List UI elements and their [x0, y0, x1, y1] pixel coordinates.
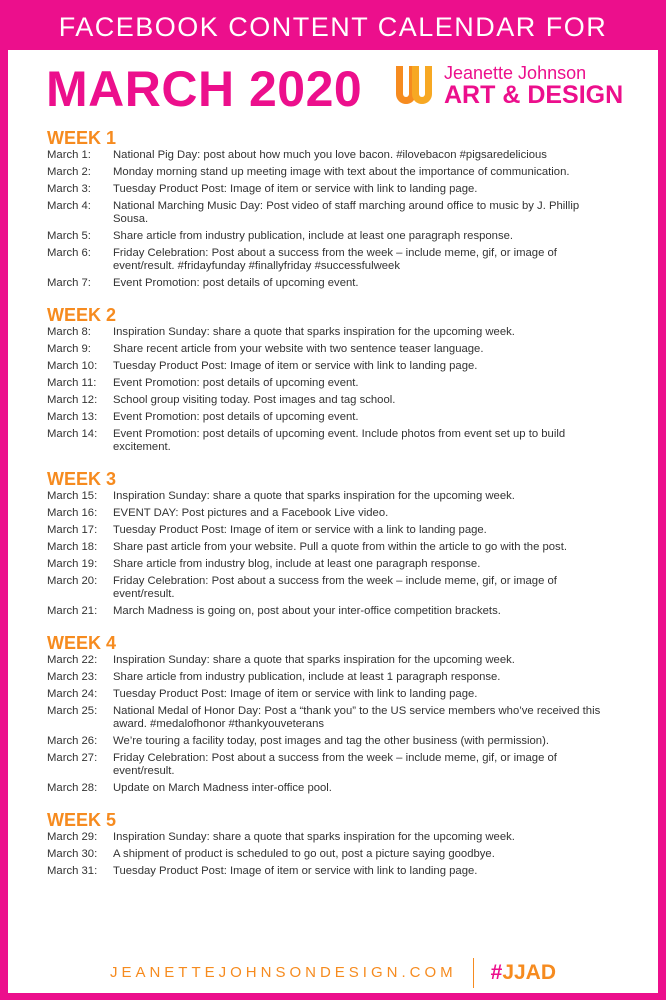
entry-date: March 5:: [47, 230, 91, 242]
calendar-entry: [47, 326, 617, 339]
entry-text: School group visiting today. Post images and tag school.: [113, 394, 396, 406]
entry-text: Inspiration Sunday: share a quote that sparks inspiration for the upcoming week.: [113, 831, 515, 843]
entry-text: Tuesday Product Post: Image of item or service with link to landing page.: [113, 183, 478, 195]
entry-date: March 24:: [47, 688, 98, 700]
entry-text: Event Promotion: post details of upcoming event.: [113, 377, 359, 389]
calendar-entry: [47, 277, 617, 290]
entry-date: March 30:: [47, 848, 98, 860]
week-heading: WEEK 1: [47, 128, 117, 148]
calendar-entry: [47, 831, 617, 844]
calendar-entry: [47, 782, 617, 795]
calendar-entry: [47, 394, 617, 407]
entry-date: March 27:: [47, 752, 98, 764]
entry-text: Inspiration Sunday: share a quote that sparks inspiration for the upcoming week.: [113, 490, 515, 502]
entry-text: Event Promotion: post details of upcoming event.: [113, 277, 359, 289]
calendar-entry: [47, 524, 617, 537]
entry-text: A shipment of product is scheduled to go out, post a picture saying goodbye.: [113, 848, 495, 860]
week-section: [47, 128, 617, 290]
calendar-entry: [47, 183, 617, 196]
calendar-content: [47, 128, 617, 893]
entry-text: Inspiration Sunday: share a quote that sparks inspiration for the upcoming week.: [113, 326, 515, 338]
calendar-entry: [47, 848, 617, 861]
entry-text: Share past article from your website. Pull a quote from within the article to go with the post.: [113, 541, 567, 553]
entry-text: Inspiration Sunday: share a quote that sparks inspiration for the upcoming week.: [113, 654, 515, 666]
entry-text: Tuesday Product Post: Image of item or service with link to landing page.: [113, 688, 478, 700]
website-url[interactable]: JEANETTEJOHNSONDESIGN.COM: [110, 958, 474, 988]
calendar-entry: [47, 230, 617, 243]
calendar-entry: [47, 149, 617, 162]
calendar-entry: [47, 411, 617, 424]
hash-symbol: #: [490, 961, 503, 984]
footer: [0, 958, 666, 988]
calendar-entry: [47, 360, 617, 373]
week-heading: WEEK 2: [47, 305, 117, 325]
calendar-entry: [47, 343, 617, 356]
entry-date: March 4:: [47, 200, 91, 212]
calendar-entry: [47, 428, 617, 454]
entry-text: Tuesday Product Post: Image of item or service with a link to landing page.: [113, 524, 487, 536]
entry-date: March 13:: [47, 411, 98, 423]
entry-date: March 9:: [47, 343, 91, 355]
entry-date: March 3:: [47, 183, 91, 195]
week-heading: WEEK 5: [47, 810, 117, 830]
entry-text: National Marching Music Day: Post video of staff marching around office to music by J. Phillip Sousa.: [113, 200, 580, 225]
calendar-entry: [47, 654, 617, 667]
week-section: [47, 633, 617, 795]
entry-date: March 7:: [47, 277, 91, 289]
entry-date: March 29:: [47, 831, 98, 843]
page-title: MARCH 2020: [46, 61, 363, 117]
calendar-entry: [47, 166, 617, 179]
entry-date: March 21:: [47, 605, 98, 617]
entry-text: Event Promotion: post details of upcoming event.: [113, 411, 359, 423]
entry-text: March Madness is going on, post about your inter-office competition brackets.: [113, 605, 501, 617]
entry-date: March 20:: [47, 575, 98, 587]
entry-date: March 17:: [47, 524, 98, 536]
calendar-entry: [47, 735, 617, 748]
entry-date: March 1:: [47, 149, 91, 161]
hashtag: [474, 961, 556, 985]
entry-date: March 6:: [47, 247, 91, 259]
calendar-entry: [47, 558, 617, 571]
calendar-entry: [47, 200, 617, 226]
week-section: [47, 305, 617, 454]
entry-text: Update on March Madness inter-office pool.: [113, 782, 332, 794]
hashtag-text: JJAD: [502, 961, 557, 984]
entry-text: Friday Celebration: Post about a success from the week – include meme, gif, or image of event/result.: [113, 752, 557, 777]
entry-text: Share article from industry publication, include at least one paragraph response.: [113, 230, 514, 242]
logo-subtitle: ART & DESIGN: [444, 81, 624, 109]
entry-text: Friday Celebration: Post about a success from the week – include meme, gif, or image of event/result.: [113, 575, 557, 600]
entry-date: March 10:: [47, 360, 98, 372]
entry-text: We’re touring a facility today, post images and tag the other business (with permission).: [113, 735, 549, 747]
week-heading: WEEK 3: [47, 469, 117, 489]
entry-text: EVENT DAY: Post pictures and a Facebook Live video.: [113, 507, 389, 519]
calendar-entry: [47, 705, 617, 731]
calendar-entry: [47, 752, 617, 778]
week-section: [47, 469, 617, 618]
entry-date: March 15:: [47, 490, 98, 502]
week-section: [47, 810, 617, 878]
calendar-entry: [47, 507, 617, 520]
entry-text: Tuesday Product Post: Image of item or service with link to landing page.: [113, 360, 478, 372]
entry-text: Share article from industry publication, include at least 1 paragraph response.: [113, 671, 501, 683]
logo-name: Jeanette Johnson: [444, 63, 587, 83]
entry-date: March 26:: [47, 735, 98, 747]
entry-date: March 28:: [47, 782, 98, 794]
calendar-entry: [47, 377, 617, 390]
entry-text: Friday Celebration: Post about a success from the week – include meme, gif, or image of event/result. #fridayfunday #finallyfriday #successfulweek: [113, 247, 557, 272]
calendar-entry: [47, 490, 617, 503]
entry-text: Share article from industry blog, include at least one paragraph response.: [113, 558, 481, 570]
calendar-entry: [47, 541, 617, 554]
entry-text: Share recent article from your website with two sentence teaser language.: [113, 343, 484, 355]
jj-logo-icon: [396, 66, 436, 106]
calendar-entry: [47, 688, 617, 701]
calendar-entry: [47, 247, 617, 273]
calendar-entry: [47, 671, 617, 684]
entry-date: March 14:: [47, 428, 98, 440]
entry-date: March 8:: [47, 326, 91, 338]
entry-text: National Medal of Honor Day: Post a “thank you” to the US service members who’ve received this award. #medalofhonor #thankyouveterans: [113, 705, 601, 730]
entry-date: March 19:: [47, 558, 98, 570]
brand-logo: [396, 64, 623, 108]
entry-date: March 12:: [47, 394, 98, 406]
entry-text: Tuesday Product Post: Image of item or service with link to landing page.: [113, 865, 478, 877]
entry-text: Monday morning stand up meeting image with text about the importance of communication.: [113, 166, 570, 178]
calendar-entry: [47, 575, 617, 601]
entry-date: March 16:: [47, 507, 98, 519]
week-heading: WEEK 4: [47, 633, 117, 653]
header-banner: FACEBOOK CONTENT CALENDAR FOR: [0, 0, 666, 50]
entry-text: National Pig Day: post about how much you love bacon. #ilovebacon #pigsaredelicious: [113, 149, 547, 161]
entry-date: March 18:: [47, 541, 98, 553]
calendar-entry: [47, 605, 617, 618]
calendar-entry: [47, 865, 617, 878]
entry-date: March 11:: [47, 377, 97, 389]
entry-date: March 22:: [47, 654, 98, 666]
entry-text: Event Promotion: post details of upcoming event. Include photos from event set up to build excitement.: [113, 428, 566, 453]
entry-date: March 31:: [47, 865, 98, 877]
entry-date: March 2:: [47, 166, 91, 178]
entry-date: March 23:: [47, 671, 98, 683]
entry-date: March 25:: [47, 705, 98, 717]
